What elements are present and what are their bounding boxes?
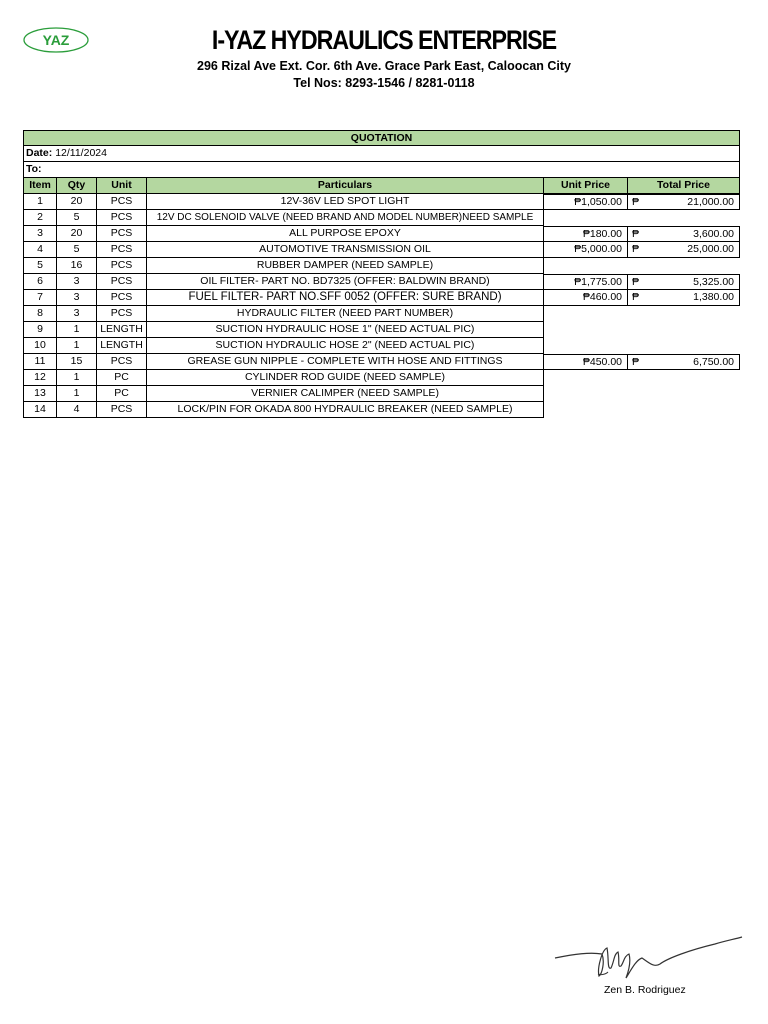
table-row: [23, 322, 740, 338]
cell-particulars: ALL PURPOSE EPOXY: [146, 226, 544, 242]
cell-qty: 5: [56, 242, 97, 258]
cell-qty: 1: [56, 322, 97, 338]
cell-unit-price: [543, 306, 628, 322]
column-header-row: [23, 178, 740, 194]
col-qty: Qty: [56, 178, 97, 194]
cell-qty: 3: [56, 274, 97, 290]
cell-unit-price: [543, 322, 628, 338]
cell-unit-price: [543, 210, 628, 226]
cell-qty: 1: [56, 370, 97, 386]
cell-item: 8: [23, 306, 57, 322]
table-row: [23, 242, 740, 258]
date-label: Date:: [26, 147, 53, 159]
cell-total-price: [627, 194, 740, 210]
cell-particulars: 12V DC SOLENOID VALVE (NEED BRAND AND MODEL NUMBER)NEED SAMPLE: [146, 210, 544, 226]
cell-particulars: VERNIER CALIMPER (NEED SAMPLE): [146, 386, 544, 402]
cell-unit: PCS: [96, 194, 147, 210]
cell-item: 2: [23, 210, 57, 226]
cell-item: 9: [23, 322, 57, 338]
cell-total-price: [627, 370, 740, 386]
signatory-name: Zen B. Rodriguez: [604, 984, 686, 996]
table-row: [23, 194, 740, 210]
cell-unit: PCS: [96, 354, 147, 370]
cell-item: 5: [23, 258, 57, 274]
currency-symbol: ₱: [632, 196, 640, 208]
cell-particulars: AUTOMOTIVE TRANSMISSION OIL: [146, 242, 544, 258]
currency-symbol: ₱: [632, 276, 640, 288]
cell-total-price: [627, 258, 740, 274]
table-row: [23, 306, 740, 322]
cell-unit: PC: [96, 370, 147, 386]
cell-unit: PCS: [96, 226, 147, 242]
col-particulars: Particulars: [146, 178, 544, 194]
cell-unit-price: ₱1,050.00: [543, 194, 628, 210]
cell-qty: 4: [56, 402, 97, 418]
cell-qty: 3: [56, 290, 97, 306]
date-field: [23, 146, 740, 162]
table-row: [23, 274, 740, 290]
cell-particulars: SUCTION HYDRAULIC HOSE 1" (NEED ACTUAL PIC): [146, 322, 544, 338]
quotation-title: QUOTATION: [23, 130, 740, 146]
cell-total-price: [627, 402, 740, 418]
cell-total-price: [627, 210, 740, 226]
svg-text:YAZ: YAZ: [42, 32, 70, 48]
cell-unit-price: ₱180.00: [543, 226, 628, 242]
quotation-title-row: [23, 130, 740, 146]
cell-particulars: 12V-36V LED SPOT LIGHT: [146, 194, 544, 210]
cell-total-price: [627, 322, 740, 338]
cell-unit-price: [543, 258, 628, 274]
currency-symbol: ₱: [632, 291, 640, 303]
table-row: [23, 226, 740, 242]
table-row: [23, 258, 740, 274]
cell-unit: PCS: [96, 242, 147, 258]
cell-particulars: GREASE GUN NIPPLE - COMPLETE WITH HOSE AND FITTINGS: [146, 354, 544, 370]
cell-total-price: [627, 274, 740, 290]
cell-total-price: [627, 242, 740, 258]
cell-unit-price: ₱1,775.00: [543, 274, 628, 290]
cell-unit: PCS: [96, 306, 147, 322]
col-total-price: Total Price: [627, 178, 740, 194]
date-value: 12/11/2024: [55, 147, 107, 159]
table-row: [23, 370, 740, 386]
currency-symbol: ₱: [632, 356, 640, 368]
cell-particulars: CYLINDER ROD GUIDE (NEED SAMPLE): [146, 370, 544, 386]
to-row: [23, 162, 740, 178]
cell-qty: 20: [56, 194, 97, 210]
cell-qty: 1: [56, 386, 97, 402]
cell-unit-price: [543, 338, 628, 354]
col-item: Item: [23, 178, 57, 194]
date-row: [23, 146, 740, 162]
cell-particulars: HYDRAULIC FILTER (NEED PART NUMBER): [146, 306, 544, 322]
cell-item: 7: [23, 290, 57, 306]
cell-item: 10: [23, 338, 57, 354]
total-value: 25,000.00: [687, 243, 734, 255]
cell-particulars: RUBBER DAMPER (NEED SAMPLE): [146, 258, 544, 274]
total-value: 21,000.00: [687, 196, 734, 208]
cell-unit: LENGTH: [96, 338, 147, 354]
cell-unit: PC: [96, 386, 147, 402]
table-row: [23, 338, 740, 354]
table-row: [23, 354, 740, 370]
cell-unit: PCS: [96, 210, 147, 226]
cell-total-price: [627, 338, 740, 354]
item-rows: [23, 194, 740, 418]
cell-item: 1: [23, 194, 57, 210]
cell-item: 6: [23, 274, 57, 290]
cell-qty: 5: [56, 210, 97, 226]
company-name: I-YAZ HYDRAULICS ENTERPRISE: [211, 25, 557, 55]
cell-item: 11: [23, 354, 57, 370]
cell-unit-price: [543, 386, 628, 402]
table-row: [23, 210, 740, 226]
table-row: [23, 402, 740, 418]
cell-item: 13: [23, 386, 57, 402]
cell-total-price: [627, 386, 740, 402]
cell-total-price: [627, 306, 740, 322]
cell-item: 3: [23, 226, 57, 242]
to-label: To:: [23, 162, 740, 178]
cell-total-price: [627, 290, 740, 306]
company-tel: Tel Nos: 8293-1546 / 8281-0118: [293, 76, 475, 90]
cell-qty: 15: [56, 354, 97, 370]
cell-qty: 1: [56, 338, 97, 354]
currency-symbol: ₱: [632, 228, 640, 240]
cell-item: 12: [23, 370, 57, 386]
company-address: 296 Rizal Ave Ext. Cor. 6th Ave. Grace Park East, Caloocan City: [197, 59, 571, 73]
cell-unit-price: ₱460.00: [543, 290, 628, 306]
cell-particulars: LOCK/PIN FOR OKADA 800 HYDRAULIC BREAKER (NEED SAMPLE): [146, 402, 544, 418]
total-value: 1,380.00: [693, 291, 734, 303]
cell-unit-price: ₱450.00: [543, 354, 628, 370]
cell-qty: 16: [56, 258, 97, 274]
signature-mark: [550, 932, 745, 982]
cell-unit-price: ₱5,000.00: [543, 242, 628, 258]
cell-unit-price: [543, 402, 628, 418]
cell-unit: LENGTH: [96, 322, 147, 338]
cell-unit: PCS: [96, 274, 147, 290]
col-unit: Unit: [96, 178, 147, 194]
cell-qty: 20: [56, 226, 97, 242]
cell-particulars: FUEL FILTER- PART NO.SFF 0052 (OFFER: SURE BRAND): [146, 290, 544, 306]
table-row: [23, 290, 740, 306]
total-value: 6,750.00: [693, 356, 734, 368]
cell-unit: PCS: [96, 402, 147, 418]
cell-unit: PCS: [96, 258, 147, 274]
cell-particulars: SUCTION HYDRAULIC HOSE 2" (NEED ACTUAL PIC): [146, 338, 544, 354]
col-unit-price: Unit Price: [543, 178, 628, 194]
table-row: [23, 386, 740, 402]
total-value: 3,600.00: [693, 228, 734, 240]
cell-unit: PCS: [96, 290, 147, 306]
cell-particulars: OIL FILTER- PART NO. BD7325 (OFFER: BALDWIN BRAND): [146, 274, 544, 290]
cell-total-price: [627, 226, 740, 242]
cell-item: 14: [23, 402, 57, 418]
cell-unit-price: [543, 370, 628, 386]
cell-item: 4: [23, 242, 57, 258]
total-value: 5,325.00: [693, 276, 734, 288]
cell-total-price: [627, 354, 740, 370]
quotation-sheet: [23, 130, 740, 418]
currency-symbol: ₱: [632, 243, 640, 255]
cell-qty: 3: [56, 306, 97, 322]
